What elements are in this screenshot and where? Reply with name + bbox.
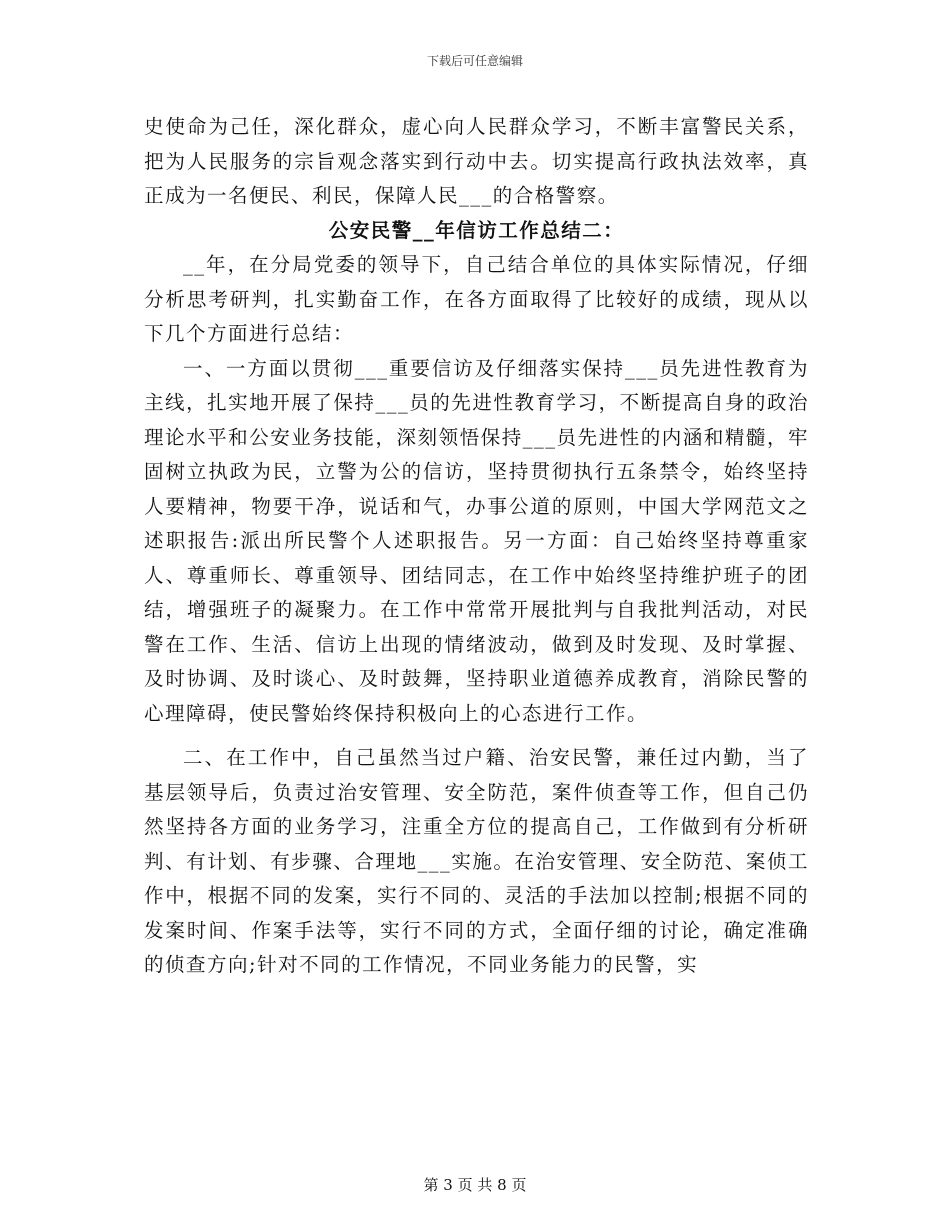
paragraph-point-two: 二、在工作中，自己虽然当过户籍、治安民警，兼任过内勤，当了基层领导后，负责过治安管理、安全防范，案件侦查等工作，但自己仍然坚持各方面的业务学习，注重全方位的提高自己，工作做到有分析研判、有计划、有步骤、合理地___实施。在治安管理、安全防范、案侦工作中，根据不同的发案，实行不同的、灵活的手法加以控制;根据不同的发案时间、作案手法等，实行不同的方式，全面仔细的讨论，确定准确的侦查方向;针对不同的工作情况，不同业务能力的民警，实 [144,746,809,976]
paragraph-summary-intro: __年，在分局党委的领导下，自己结合单位的具体实际情况，仔细分析思考研判，扎实勤奋工作，在各方面取得了比较好的成绩，现从以下几个方面进行总结： [144,253,809,345]
document-body [144,110,809,983]
page-header-note: 下载后可任意编辑 [426,54,523,68]
paragraph-point-one: 一、一方面以贯彻___重要信访及仔细落实保持___员先进性教育为主线，扎实地开展了保持___员的先进性教育学习，不断提高自身的政治理论水平和公安业务技能，深刻领悟保持___员先进性的内涵和精髓，牢固树立执政为民，立警为公的信访，坚持贯彻执行五条禁令，始终坚持人要精神，物要干净，说话和气，办事公道的原则，中国大学网范文之述职报告:派出所民警个人述职报告。另一方面：自己始终坚持尊重家人、尊重师长、尊重领导、团结同志，在工作中始终坚持维护班子的团结，增强班子的凝聚力。在工作中常常开展批判与自我批判活动，对民警在工作、生活、信访上出现的情绪波动，做到及时发现、及时掌握、及时协调、及时谈心、及时鼓舞，坚持职业道德养成教育，消除民警的心理障碍，使民警始终保持积极向上的心态进行工作。 [144,356,809,725]
section-heading: 公安民警__年信访工作总结二： [328,218,625,242]
intro-paragraph: 史使命为己任，深化群众，虚心向人民群众学习，不断丰富警民关系，把为人民服务的宗旨观念落实到行动中去。切实提高行政执法效率，真正成为一名便民、利民，保障人民___的合格警察。 [144,115,809,207]
page-number: 第 3 页 共 8 页 [423,1176,527,1194]
